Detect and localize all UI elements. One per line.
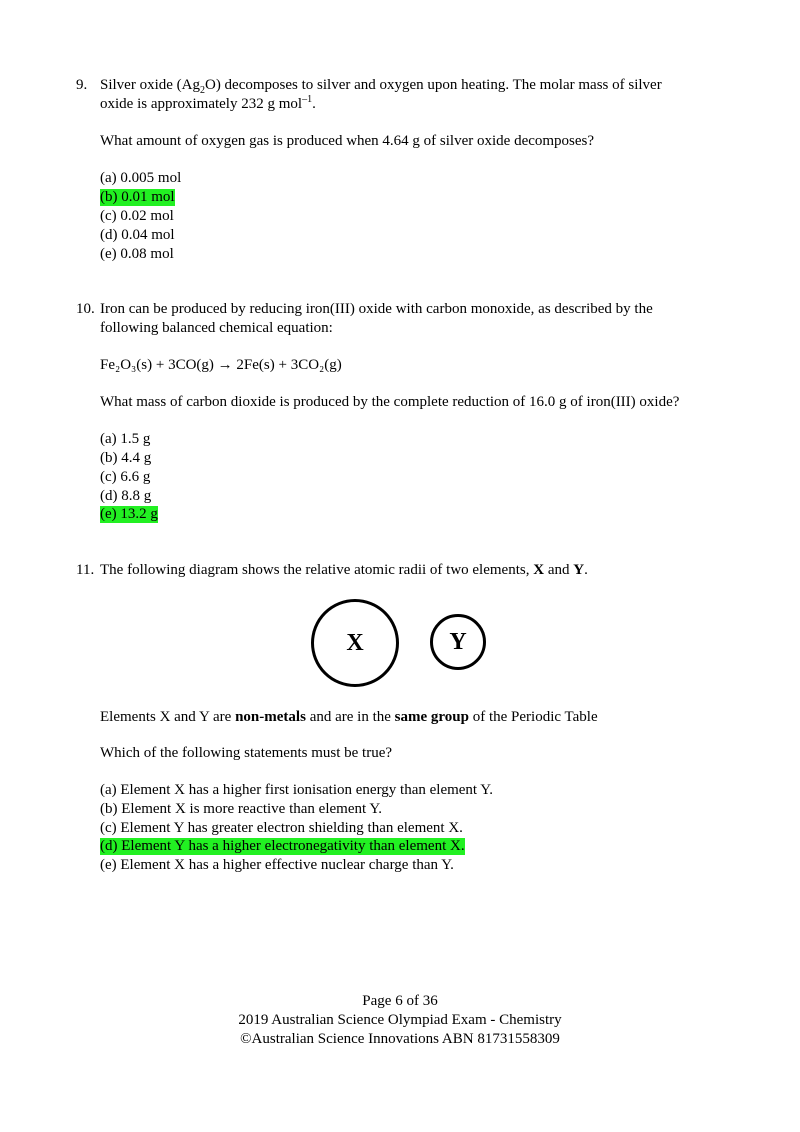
option-d-highlighted: (d) Element Y has a higher electronegativity than element X. (100, 838, 465, 854)
question-stem-line-1: Silver oxide $(Ag_2O)$ decomposes to silver and oxygen upon heating. The molar mass of silver (100, 77, 662, 96)
question-number: 11. (76, 562, 95, 578)
atom-y-circle (430, 614, 486, 670)
question-prompt: Which of the following statements must be true? (100, 745, 393, 761)
question-prompt: What mass of carbon dioxide is produced by the complete reduction of 16.0 g of iron(III) oxide? (100, 394, 680, 410)
elements-info: Elements X and Y are non-metals and are in the same group of the Periodic Table (100, 709, 598, 725)
atom-x-label: X (346, 629, 364, 656)
question-number: 9. (76, 77, 88, 93)
option-e-highlighted: (e) 13.2 g (100, 506, 158, 522)
option-c: (c) Element Y has greater electron shielding than element X. (100, 820, 463, 836)
option-d: (d) 8.8 g (100, 488, 152, 504)
option-a: (a) 0.005 mol (100, 170, 182, 186)
option-e: (e) Element X has a higher effective nuclear charge than Y. (100, 857, 454, 873)
option-b-highlighted: (b) 0.01 mol (100, 189, 175, 205)
option-b: (b) Element X is more reactive than element Y. (100, 801, 382, 817)
option-a: (a) Element X has a higher first ionisation energy than element Y. (100, 782, 493, 798)
exam-title: 2019 Australian Science Olympiad Exam - Chemistry (238, 1012, 562, 1028)
option-a: (a) 1.5 g (100, 431, 151, 447)
page-number: Page 6 of 36 (362, 993, 438, 1009)
atom-x-circle (311, 599, 399, 687)
atom-y-label: Y (449, 628, 467, 655)
question-stem-line-1: Iron can be produced by reducing iron(III) oxide with carbon monoxide, as described by the (100, 301, 653, 317)
option-c: (c) 6.6 g (100, 469, 151, 485)
question-stem-line-2: following balanced chemical equation: (100, 320, 333, 336)
question-prompt: What amount of oxygen gas is produced when 4.64 g of silver oxide decomposes? (100, 133, 595, 149)
option-e: (e) 0.08 mol (100, 246, 174, 262)
option-d: (d) 0.04 mol (100, 227, 175, 243)
option-b: (b) 4.4 g (100, 450, 152, 466)
question-stem: The following diagram shows the relative atomic radii of two elements, X and Y. (100, 562, 588, 578)
option-c: (c) 0.02 mol (100, 208, 174, 224)
question-number: 10. (76, 301, 95, 317)
copyright: ©Australian Science Innovations ABN 81731558309 (240, 1031, 560, 1047)
question-stem-line-2: oxide is approximately 232 g mol$^{-1}$. (100, 94, 316, 112)
chemical-equation: Fe₂O₃(s) + 3CO(g) → 2Fe(s) + 3CO₂(g) (100, 357, 342, 373)
